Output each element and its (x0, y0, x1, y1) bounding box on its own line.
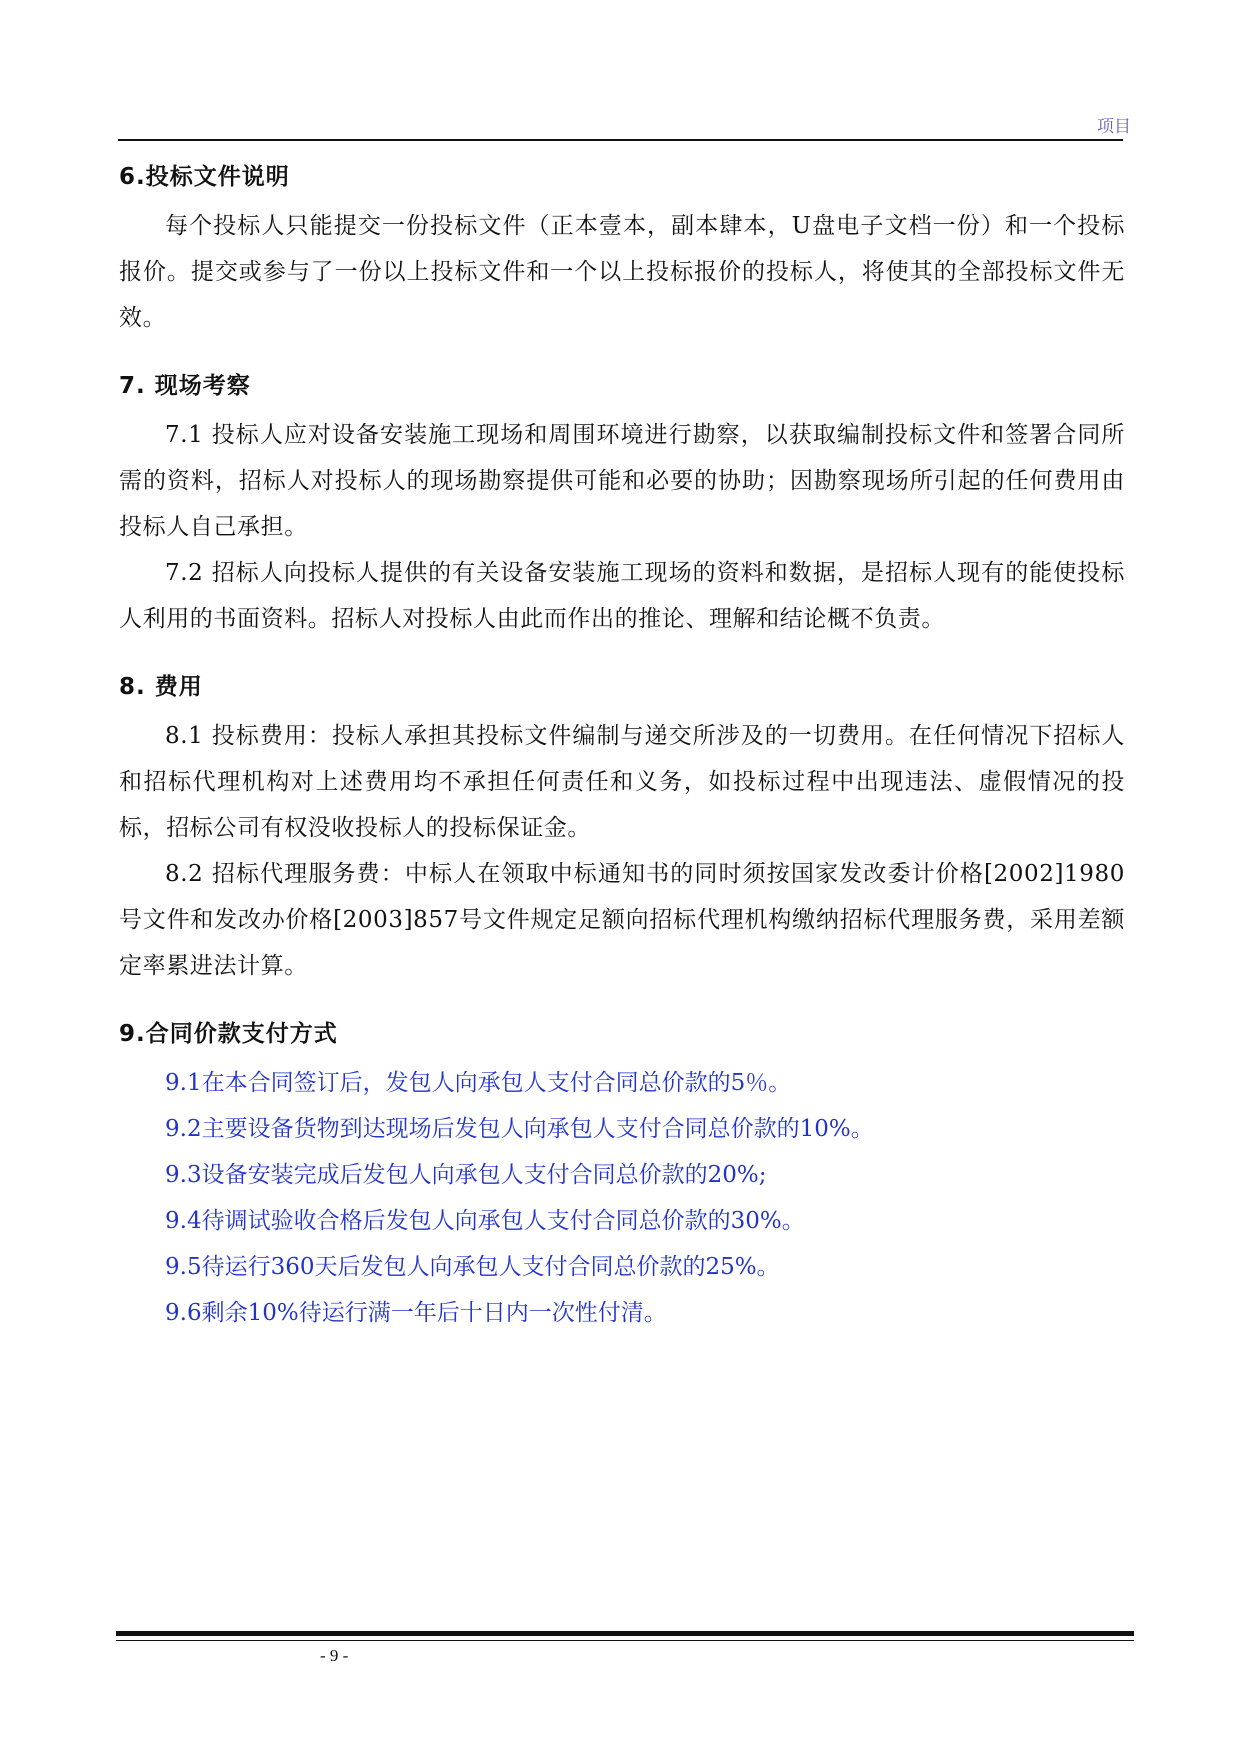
header-label: 项目 (1097, 117, 1131, 137)
footer-rule-thick (116, 1631, 1134, 1636)
page-number: - 9 - (320, 1646, 349, 1665)
payment-item-9-5: 9.5待运行360天后发包人向承包人支付合同总价款的25%。 (165, 1254, 780, 1280)
paragraph-7-1: 7.1 投标人应对设备安装施工现场和周围环境进行勘察，以获取编制投标文件和签署合同所需的资料，招标人对投标人的现场勘察提供可能和必要的协助；因勘察现场所引起的任何费用由投标人自己承担。 (119, 422, 1125, 540)
section-heading-6: 6.投标文件说明 (119, 164, 290, 190)
payment-item-9-6: 9.6剩余10%待运行满一年后十日内一次性付清。 (165, 1300, 667, 1326)
document-body (119, 158, 1125, 1336)
payment-item-9-2: 9.2主要设备货物到达现场后发包人向承包人支付合同总价款的10%。 (165, 1116, 874, 1142)
payment-item-9-1: 9.1在本合同签订后，发包人向承包人支付合同总价款的5％。 (165, 1070, 792, 1096)
section-heading-8: 8. 费用 (119, 674, 203, 700)
footer-rule-thin (116, 1640, 1134, 1641)
payment-item-9-3: 9.3设备安装完成后发包人向承包人支付合同总价款的20%; (165, 1162, 767, 1188)
paragraph-7-2: 7.2 招标人向投标人提供的有关设备安装施工现场的资料和数据，是招标人现有的能使投标人利用的书面资料。招标人对投标人由此而作出的推论、理解和结论概不负责。 (119, 560, 1125, 632)
paragraph-6: 每个投标人只能提交一份投标文件（正本壹本，副本肆本，U盘电子文档一份）和一个投标报价。提交或参与了一份以上投标文件和一个以上投标报价的投标人，将使其的全部投标文件无效。 (119, 213, 1125, 331)
header-rule (118, 139, 1123, 141)
section-heading-7: 7. 现场考察 (119, 373, 251, 399)
paragraph-8-1: 8.1 投标费用：投标人承担其投标文件编制与递交所涉及的一切费用。在任何情况下招标人和招标代理机构对上述费用均不承担任何责任和义务，如投标过程中出现违法、虚假情况的投标，招标公司有权没收投标人的投标保证金。 (119, 723, 1125, 841)
paragraph-8-2: 8.2 招标代理服务费：中标人在领取中标通知书的同时须按国家发改委计价格[2002]1980号文件和发改办价格[2003]857号文件规定足额向招标代理机构缴纳招标代理服务费，采用差额定率累进法计算。 (119, 861, 1125, 979)
payment-item-9-4: 9.4待调试验收合格后发包人向承包人支付合同总价款的30%。 (165, 1208, 805, 1234)
section-heading-9: 9.合同价款支付方式 (119, 1021, 338, 1047)
